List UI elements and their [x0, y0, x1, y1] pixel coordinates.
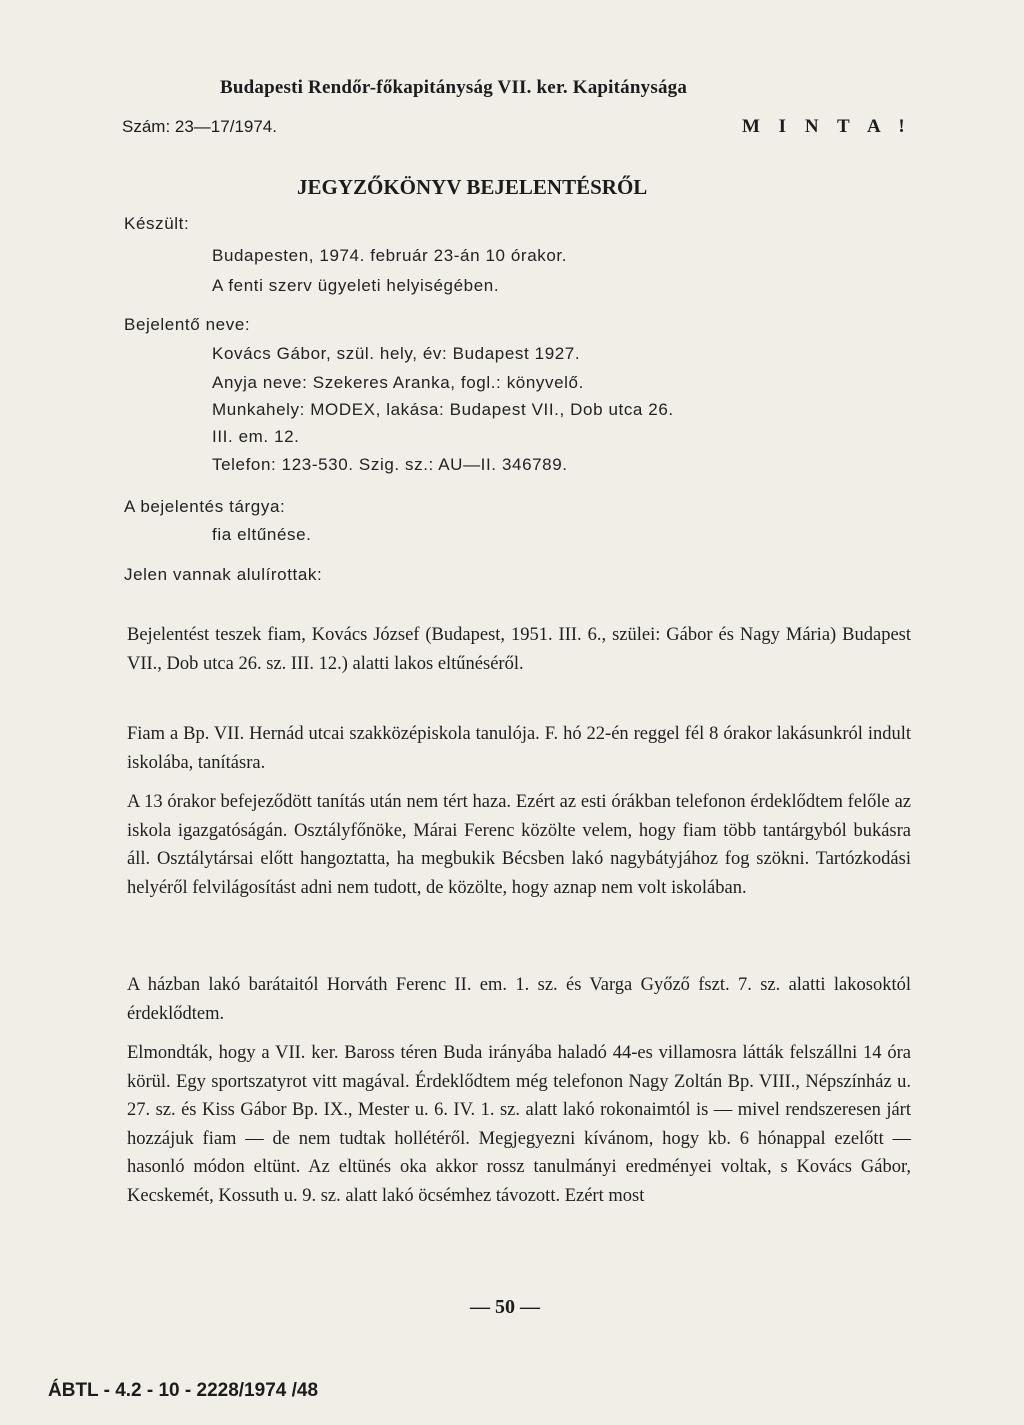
reporter-line: Kovács Gábor, szül. hely, év: Budapest 1927.	[212, 344, 581, 363]
paragraph-text: Bejelentést teszek fiam, Kovács József (Budapest, 1951. III. 6., szülei: Gábor és Nagy Mária) Budapest VII., Dob utca 26. sz. III. 12.) alatti lakos eltűnéséről.	[127, 625, 911, 674]
paragraph-text: A házban lakó barátaitól Horváth Ferenc II. em. 1. sz. és Varga Győző fszt. 7. sz. alatti lakosoktól érdeklődtem.	[127, 975, 911, 1024]
reporter-label: Bejelentő neve:	[124, 315, 251, 334]
subject-value: fia eltűnése.	[212, 525, 312, 544]
document-title: JEGYZŐKÖNYV BEJELENTÉSRŐL	[297, 175, 648, 199]
statement-paragraph	[127, 788, 911, 902]
subject-label: A bejelentés tárgya:	[124, 497, 286, 516]
statement-paragraph	[127, 720, 911, 777]
present-label: Jelen vannak alulírottak:	[124, 565, 323, 584]
issuing-office: Budapesti Rendőr-főkapitányság VII. ker. Kapitánysága	[220, 77, 688, 98]
paragraph-text: A 13 órakor befejeződött tanítás után nem tért haza. Ezért az esti órákban telefonon érdeklődtem felőle az iskola igazgatóságán. Osztályfőnöke, Márai Ferenc közölte velem, hogy fiam több tantárgyból bukásra áll. Osztálytársai előtt hangoztatta, ha megbukik Bécsben lakó nagybátyjához fog szökni. Tartózkodási helyéről felvilágosítást adni nem tudott, de közölte, hogy aznap nem volt iskolában.	[127, 792, 911, 898]
reporter-line: III. em. 12.	[212, 427, 300, 446]
statement-paragraph	[127, 1039, 911, 1211]
paragraph-text: Elmondták, hogy a VII. ker. Baross téren Buda irányába haladó 44-es villamosra látták felszállni 14 óra körül. Egy sportszatyrot vitt magával. Érdeklődtem még telefonon Nagy Zoltán Bp. VIII., Népszínház u. 27. sz. és Kiss Gábor Bp. IX., Mester u. 6. IV. 1. sz. alatt lakó rokonaimtól is — mivel rendszeresen járt hozzájuk fiam — de nem tudtak hollétéről. Megjegyezni kívánom, hogy kb. 6 hónappal ezelőtt — hasonló módon eltünt. Az eltünés oka akkor rossz tanulmányi eredményei voltak, s Kovács Gábor, Kecskemét, Kossuth u. 9. sz. alatt lakó öcsémhez távozott. Ezért most	[127, 1043, 911, 1206]
paragraph-text: Fiam a Bp. VII. Hernád utcai szakközépiskola tanulója. F. hó 22-én reggel fél 8 órakor lakásunkról indult iskolába, tanításra.	[127, 724, 911, 773]
prepared-line: Budapesten, 1974. február 23-án 10 órakor.	[212, 246, 568, 265]
archive-reference: ÁBTL - 4.2 - 10 - 2228/1974 /48	[48, 1380, 319, 1401]
reporter-line: Telefon: 123-530. Szig. sz.: AU—II. 346789.	[212, 455, 568, 474]
statement-paragraph	[127, 971, 911, 1028]
sample-stamp: M I N T A !	[742, 116, 912, 137]
statement-paragraph	[127, 621, 911, 678]
prepared-label: Készült:	[124, 214, 190, 233]
reference-number: Szám: 23—17/1974.	[122, 117, 277, 136]
reporter-line: Munkahely: MODEX, lakása: Budapest VII., Dob utca 26.	[212, 400, 674, 419]
page-number: — 50 —	[470, 1296, 540, 1318]
prepared-line: A fenti szerv ügyeleti helyiségében.	[212, 276, 500, 295]
reporter-line: Anyja neve: Szekeres Aranka, fogl.: könyvelő.	[212, 373, 584, 392]
